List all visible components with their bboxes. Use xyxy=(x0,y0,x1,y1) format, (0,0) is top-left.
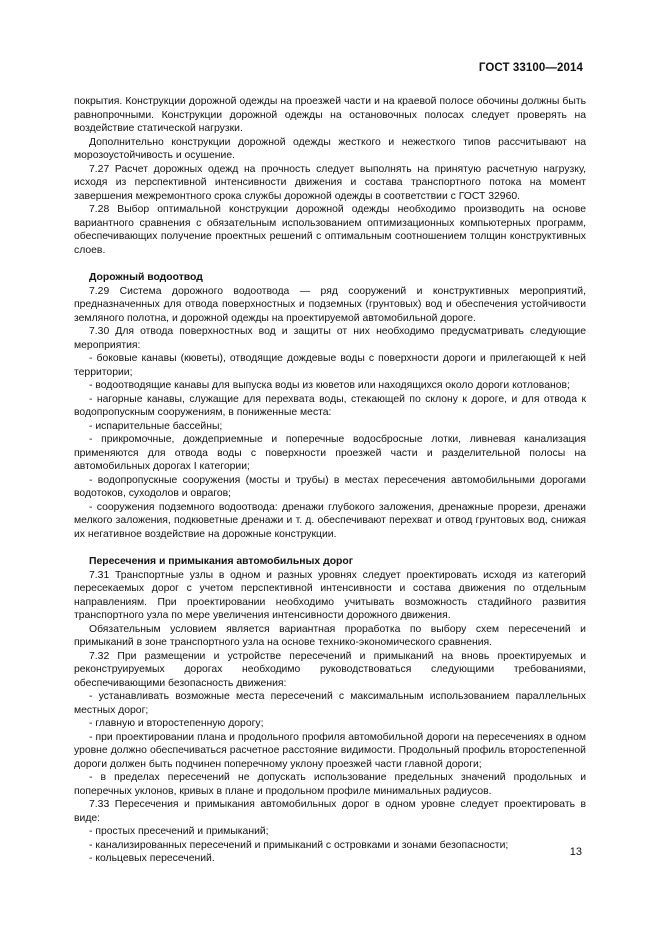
list-item: - водопропускные сооружения (мосты и трубы) в местах пересечения автомобильными дорогами водотоков, суходолов и оврагов; xyxy=(74,474,586,499)
list-item: - главную и второстепенную дорогу; xyxy=(89,718,264,729)
paragraph: 7.33 Пересечения и примыкания автомобильных дорог в одном уровне следует проектировать в виде: xyxy=(74,799,586,824)
paragraph: покрытия. Конструкции дорожной одежды на проезжей части и на краевой полосе обочины должны быть равнопрочными. Конструкции дорожной одежды на остановочных полосах следует проверять на воздействие статической нагрузки. xyxy=(74,96,586,134)
list-item: - прикромочные, дождеприемные и поперечные водосбросные лотки, ливневая канализация применяются для отвода воды с поверхности проезжей части и разделительной полосы на автомобильных дорогах I категории; xyxy=(74,434,586,472)
list-item: - боковые канавы (кюветы), отводящие дождевые воды с поверхности дороги и прилегающей к ней территории; xyxy=(74,353,586,378)
paragraph: 7.28 Выбор оптимальной конструкции дорожной одежды необходимо производить на основе вариантного сравнения с обязательным использованием оптимизационных компьютерных программ, обеспечивающих получение проектных решений с оптимальным соотношением толщин конструктивных слоев. xyxy=(74,204,586,256)
list-item: - испарительные бассейны; xyxy=(89,420,223,432)
page-number: 13 xyxy=(569,846,582,858)
list-item: - канализированных пересечений и примыканий с островками и зонами безопасности; xyxy=(89,839,509,851)
section-heading-drainage: Дорожный водоотвод xyxy=(89,272,203,283)
list-item: - нагорные канавы, служащие для перехвата воды, стекающей по склону к дороге, и для отвода к водопропускным сооружениям, в пониженные места: xyxy=(74,393,586,418)
section-heading-intersections: Пересечения и примыкания автомобильных дорог xyxy=(89,556,354,567)
list-item: - в пределах пересечений не допускать использование предельных значений продольных и поперечных уклонов, кривых в плане и продольном профиле минимальных радиусов. xyxy=(74,772,586,797)
paragraph: Обязательным условием является вариантная проработка по выбору схем пересечений и примыканий в зоне транспортного узла на основе технико-экономического сравнения. xyxy=(74,623,586,648)
list-item: - простых пресечений и примыканий; xyxy=(89,826,269,837)
document-body xyxy=(74,95,586,866)
paragraph: 7.30 Для отвода поверхностных вод и защиты от них необходимо предусматривать следующие мероприятия: xyxy=(74,326,586,351)
paragraph: 7.31 Транспортные узлы в одном и разных уровнях следует проектировать исходя из категорий пересекаемых дорог с учетом перспективной интенсивности и состава движения по отдельным направлениям. При проектировании необходимо учитывать возможность стадийного развития транспортного узла по мере увеличения интенсивности дорожного движения. xyxy=(74,569,586,621)
list-item: - при проектировании плана и продольного профиля автомобильной дороги на пересечениях в одном уровне должно обеспечиваться расчетное расстояние видимости. Продольный профиль второстепенной дороги должен быть подчинен поперечному уклону проезжей части главной дороги; xyxy=(74,731,586,770)
paragraph: 7.29 Система дорожного водоотвода — ряд сооружений и конструктивных мероприятий, предназначенных для отвода поверхностных и подземных (грунтовых) вод и обеспечения устойчивости земляного полотна, и дорожной одежды на проектируемой автомобильной дороге. xyxy=(74,285,586,324)
paragraph: Дополнительно конструкции дорожной одежды жесткого и нежесткого типов рассчитывают на морозоустойчивость и осушение. xyxy=(74,136,586,161)
standard-number: ГОСТ 33100—2014 xyxy=(478,62,583,74)
list-item: - сооружения подземного водоотвода: дренажи глубокого заложения, дренажные прорези, дренажи мелкого заложения, подкюветные дренажи и т. д. обеспечивают перехват и отвод грунтовых вод, снижая их негативное воздействие на дорожные конструкции. xyxy=(74,501,586,540)
paragraph: 7.32 При размещении и устройстве пересечений и примыканий на вновь проектируемых и реконструируемых дорогах необходимо руководствоваться следующими требованиями, обеспечивающими безопасность движения: xyxy=(74,650,586,689)
paragraph: 7.27 Расчет дорожных одежд на прочность следует выполнять на принятую расчетную нагрузку, исходя из перспективной интенсивности движения и состава транспортного потока на момент завершения межремонтного срока службы дорожной одежды в соответствии с ГОСТ 32960. xyxy=(74,163,586,202)
list-item: - водоотводящие канавы для выпуска воды из кюветов или находящихся около дороги котлованов; xyxy=(89,380,570,391)
list-item: - устанавливать возможные места пересечений с максимальным использованием параллельных местных дорог; xyxy=(74,691,586,716)
list-item: - кольцевых пересечений. xyxy=(89,853,215,864)
